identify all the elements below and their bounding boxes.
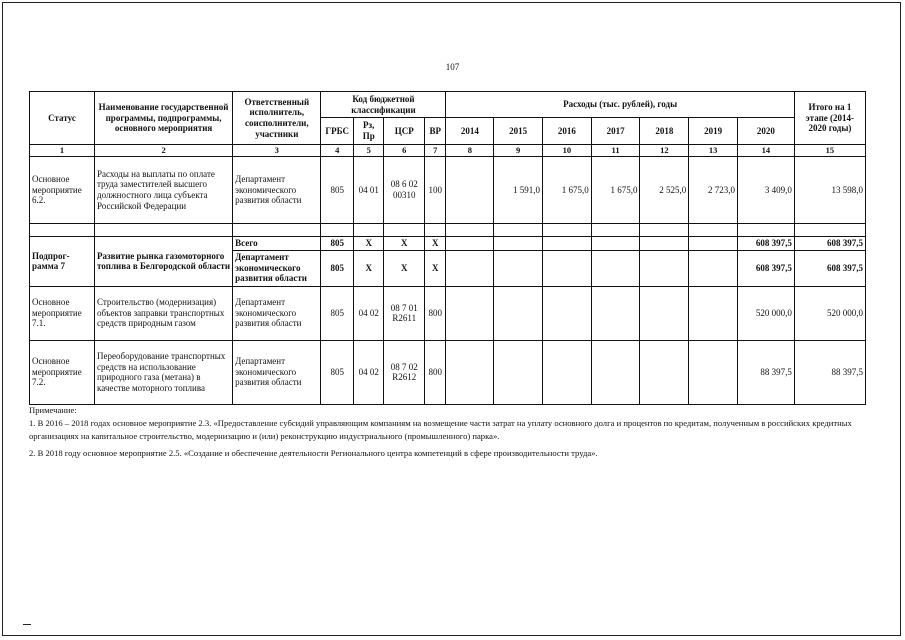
header-csr: ЦСР	[384, 118, 425, 145]
row-value	[640, 237, 689, 251]
row-rzpr: 04 02	[353, 340, 383, 404]
row-value	[446, 250, 494, 286]
row-grbs: 805	[321, 250, 354, 286]
row-csr: X	[384, 237, 425, 251]
row-executor: Департамент экономического развития области	[233, 286, 321, 340]
header-year: 2018	[640, 118, 689, 145]
row-status: Основное мероприятие 6.2.	[30, 157, 95, 224]
row-executor-total: Всего	[233, 237, 321, 251]
row-value	[494, 286, 543, 340]
row-value: 1 591,0	[494, 157, 543, 224]
row-vr: 800	[425, 286, 446, 340]
header-year: 2020	[737, 118, 794, 145]
column-number: 4	[321, 145, 354, 157]
row-value	[591, 237, 640, 251]
row-value	[446, 340, 494, 404]
row-value: 2 723,0	[689, 157, 738, 224]
row-value	[446, 286, 494, 340]
row-vr: X	[425, 250, 446, 286]
row-value	[640, 250, 689, 286]
column-number: 9	[494, 145, 543, 157]
row-name: Развитие рынка газомоторного топлива в Белгородской области	[95, 237, 233, 287]
header-year: 2016	[542, 118, 591, 145]
row-rzpr: 04 01	[353, 157, 383, 224]
row-csr: 08 7 01 R2611	[384, 286, 425, 340]
row-executor: Департамент экономического развития области	[233, 340, 321, 404]
note-item: 2. В 2018 году основное мероприятие 2.5. «Создание и обеспечение деятельности Регионального центра компетенций в сфере производительности труда».	[29, 447, 598, 458]
notes-title: Примечание:	[29, 405, 77, 415]
row-value	[446, 157, 494, 224]
column-number: 8	[446, 145, 494, 157]
row-value	[446, 237, 494, 251]
notes	[29, 404, 867, 460]
column-number-row	[30, 145, 866, 157]
column-number: 6	[384, 145, 425, 157]
row-vr: 100	[425, 157, 446, 224]
header-expenses: Расходы (тыс. рублей), годы	[446, 92, 794, 118]
header-year: 2014	[446, 118, 494, 145]
row-name: Переоборудование транспортных средств на использование природного газа (метана) в качестве моторного топлива	[95, 340, 233, 404]
row-status: Подпрог-рамма 7	[30, 237, 95, 287]
row-value	[494, 250, 543, 286]
row-value	[542, 237, 591, 251]
row-rzpr: X	[353, 250, 383, 286]
row-value	[542, 340, 591, 404]
row-value: 1 675,0	[542, 157, 591, 224]
column-number: 10	[542, 145, 591, 157]
row-rzpr: 04 02	[353, 286, 383, 340]
row-status: Основное мероприятие 7.1.	[30, 286, 95, 340]
row-value	[494, 340, 543, 404]
row-value	[640, 286, 689, 340]
row-value: 2 525,0	[640, 157, 689, 224]
header-name: Наименование государственной программы, подпрограммы, основного мероприятия	[95, 92, 233, 145]
row-value: 520 000,0	[737, 286, 794, 340]
row-rzpr: X	[353, 237, 383, 251]
row-total: 13 598,0	[794, 157, 865, 224]
column-number: 13	[689, 145, 738, 157]
row-csr: 08 7 02 R2612	[384, 340, 425, 404]
row-value: 608 397,5	[737, 237, 794, 251]
header-year: 2015	[494, 118, 543, 145]
header-vr: ВР	[425, 118, 446, 145]
row-value: 3 409,0	[737, 157, 794, 224]
row-value	[542, 286, 591, 340]
row-value	[689, 286, 738, 340]
row-csr: X	[384, 250, 425, 286]
column-number: 11	[591, 145, 640, 157]
row-name: Расходы на выплаты по оплате труда заместителей высшего должностного лица субъекта Российской Федерации	[95, 157, 233, 224]
row-value	[689, 250, 738, 286]
table-row-spacer	[30, 224, 866, 237]
row-name: Строительство (модернизация) объектов заправки транспортных средств природным газом	[95, 286, 233, 340]
column-number: 5	[353, 145, 383, 157]
row-status: Основное мероприятие 7.2.	[30, 340, 95, 404]
row-total: 608 397,5	[794, 237, 865, 251]
row-value: 1 675,0	[591, 157, 640, 224]
row-value	[689, 340, 738, 404]
row-value: 608 397,5	[737, 250, 794, 286]
column-number: 7	[425, 145, 446, 157]
page-corner-mark	[23, 624, 31, 625]
budget-table	[29, 91, 866, 405]
table-row	[30, 340, 866, 404]
row-grbs: 805	[321, 237, 354, 251]
column-number: 1	[30, 145, 95, 157]
row-value	[591, 286, 640, 340]
column-number: 2	[95, 145, 233, 157]
row-vr: X	[425, 237, 446, 251]
column-number: 15	[794, 145, 865, 157]
row-value	[542, 250, 591, 286]
row-csr: 08 6 02 00310	[384, 157, 425, 224]
row-vr: 800	[425, 340, 446, 404]
row-executor: Департамент экономического развития области	[233, 157, 321, 224]
header-status: Статус	[30, 92, 95, 145]
row-total: 520 000,0	[794, 286, 865, 340]
column-number: 14	[737, 145, 794, 157]
table-row	[30, 286, 866, 340]
row-grbs: 805	[321, 340, 354, 404]
column-number: 3	[233, 145, 321, 157]
row-value	[640, 340, 689, 404]
row-executor: Департамент экономического развития области	[233, 250, 321, 286]
column-number: 12	[640, 145, 689, 157]
row-value	[591, 340, 640, 404]
row-grbs: 805	[321, 286, 354, 340]
row-value	[494, 237, 543, 251]
row-total: 608 397,5	[794, 250, 865, 286]
row-total: 88 397,5	[794, 340, 865, 404]
header-year: 2017	[591, 118, 640, 145]
header-year: 2019	[689, 118, 738, 145]
row-value: 88 397,5	[737, 340, 794, 404]
header-total: Итого на 1 этапе (2014-2020 годы)	[794, 92, 865, 145]
row-value	[689, 237, 738, 251]
header-budget-code: Код бюджетной классификации	[321, 92, 446, 118]
header-grbs: ГРБС	[321, 118, 354, 145]
header-rzpr: Рз, Пр	[353, 118, 383, 145]
table-row	[30, 157, 866, 224]
header-executor: Ответственный исполнитель, соисполнители, участники	[233, 92, 321, 145]
row-value	[591, 250, 640, 286]
row-grbs: 805	[321, 157, 354, 224]
note-item: 1. В 2016 – 2018 годах основное мероприятие 2.3. «Предоставление субсидий управляющим компаниям на возмещение части затрат на уплату основного долга и процентов по кредитам, полученным в российских кредитных организациях на капитальное строительство, модернизацию и (или) реконструкцию индустриального (промышленного) парка».	[29, 417, 852, 441]
page-number: 107	[445, 62, 460, 72]
table-row	[30, 237, 866, 251]
